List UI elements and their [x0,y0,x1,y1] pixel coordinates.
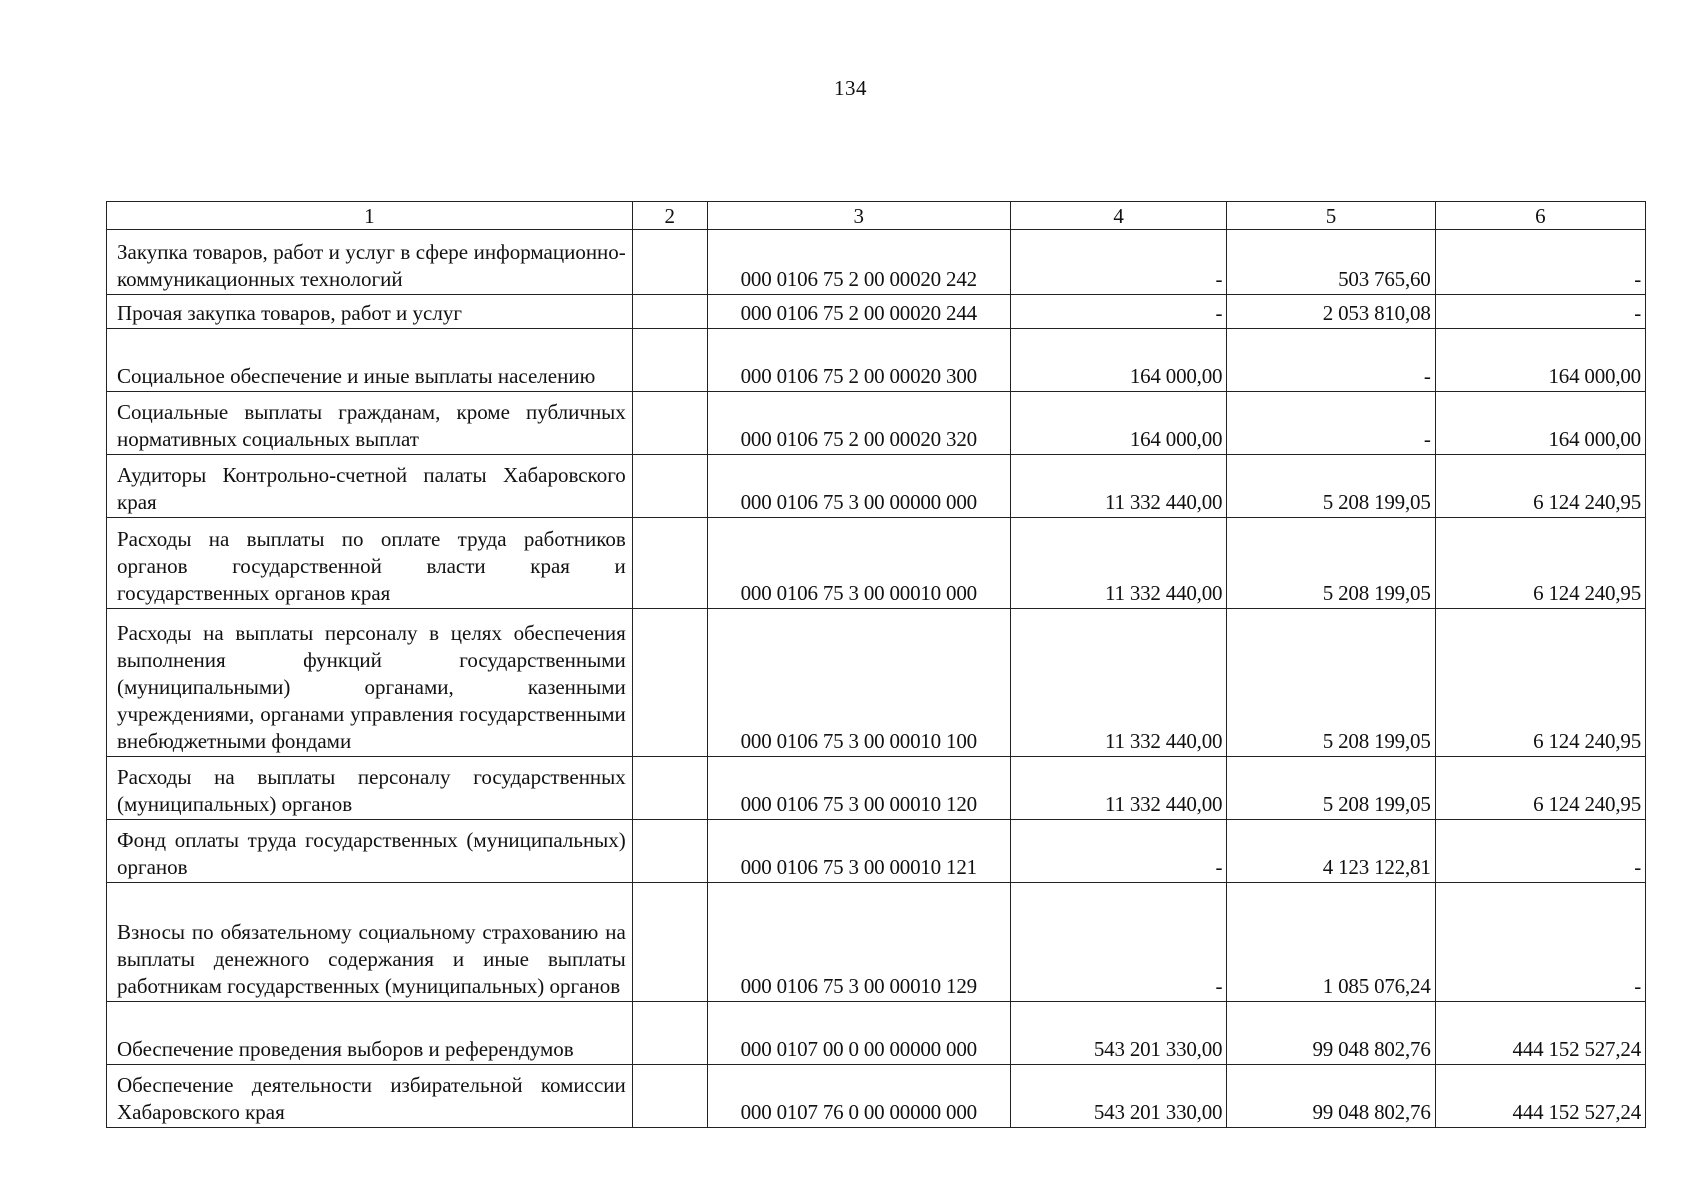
row-description: Обеспечение деятельности избирательной комиссии Хабаровского края [107,1065,633,1128]
row-code: 000 0106 75 2 00 00020 242 [707,230,1010,295]
row-code: 000 0106 75 3 00 00000 000 [707,455,1010,518]
row-description: Социальное обеспечение и иные выплаты населению [107,329,633,392]
budget-table [106,201,1646,1128]
row-description: Обеспечение проведения выборов и референдумов [107,1002,633,1065]
row-col6: 164 000,00 [1435,392,1645,455]
row-col5: 4 123 122,81 [1227,820,1435,883]
column-header-4: 4 [1010,202,1226,230]
row-col6: - [1435,820,1645,883]
row-col4: 543 201 330,00 [1010,1065,1226,1128]
table-row [107,329,1646,392]
row-col2 [632,820,707,883]
row-description: Расходы на выплаты по оплате труда работников органов государственной власти края и государственных органов края [107,518,633,609]
row-col2 [632,230,707,295]
page-number: 134 [834,76,867,100]
row-code: 000 0106 75 3 00 00010 120 [707,757,1010,820]
row-col5: 5 208 199,05 [1227,455,1435,518]
row-col6: - [1435,295,1645,329]
row-col2 [632,1065,707,1128]
table-row [107,392,1646,455]
table-row [107,757,1646,820]
row-code: 000 0107 00 0 00 00000 000 [707,1002,1010,1065]
row-col4: 11 332 440,00 [1010,609,1226,757]
table-row [107,820,1646,883]
row-description: Социальные выплаты гражданам, кроме публичных нормативных социальных выплат [107,392,633,455]
row-code: 000 0106 75 2 00 00020 244 [707,295,1010,329]
row-col4: - [1010,230,1226,295]
row-col4: 543 201 330,00 [1010,1002,1226,1065]
column-header-2: 2 [632,202,707,230]
row-code: 000 0106 75 3 00 00010 100 [707,609,1010,757]
row-code: 000 0106 75 2 00 00020 320 [707,392,1010,455]
table-row [107,295,1646,329]
table-row [107,1002,1646,1065]
row-code: 000 0107 76 0 00 00000 000 [707,1065,1010,1128]
row-code: 000 0106 75 3 00 00010 000 [707,518,1010,609]
row-col2 [632,518,707,609]
row-col4: 164 000,00 [1010,329,1226,392]
row-col2 [632,1002,707,1065]
row-description: Расходы на выплаты персоналу государственных (муниципальных) органов [107,757,633,820]
table-row [107,455,1646,518]
row-col6: 164 000,00 [1435,329,1645,392]
column-header-5: 5 [1227,202,1435,230]
row-col4: - [1010,820,1226,883]
table-row [107,230,1646,295]
row-col4: 11 332 440,00 [1010,518,1226,609]
row-col6: 6 124 240,95 [1435,518,1645,609]
row-col6: 444 152 527,24 [1435,1002,1645,1065]
row-col6: - [1435,883,1645,1002]
row-description: Расходы на выплаты персоналу в целях обеспечения выполнения функций государственными (муниципальными) органами, казенными учреждениями, органами управления государственными внебюджетными фондами [107,609,633,757]
table-row [107,883,1646,1002]
row-description: Прочая закупка товаров, работ и услуг [107,295,633,329]
row-col5: 1 085 076,24 [1227,883,1435,1002]
row-col5: 503 765,60 [1227,230,1435,295]
row-col4: 164 000,00 [1010,392,1226,455]
row-description: Фонд оплаты труда государственных (муниципальных) органов [107,820,633,883]
row-col5: 5 208 199,05 [1227,757,1435,820]
row-col4: - [1010,295,1226,329]
row-col5: - [1227,392,1435,455]
row-col2 [632,455,707,518]
row-col4: - [1010,883,1226,1002]
row-col5: 2 053 810,08 [1227,295,1435,329]
table-row [107,518,1646,609]
table-row [107,1065,1646,1128]
row-col4: 11 332 440,00 [1010,455,1226,518]
column-header-1: 1 [107,202,633,230]
header-row [107,202,1646,230]
table-row [107,609,1646,757]
row-col6: 444 152 527,24 [1435,1065,1645,1128]
row-col2 [632,757,707,820]
row-col2 [632,609,707,757]
row-description: Закупка товаров, работ и услуг в сфере информационно-коммуникационных технологий [107,230,633,295]
row-col4: 11 332 440,00 [1010,757,1226,820]
row-code: 000 0106 75 2 00 00020 300 [707,329,1010,392]
row-col5: 5 208 199,05 [1227,609,1435,757]
row-col5: 99 048 802,76 [1227,1065,1435,1128]
column-header-6: 6 [1435,202,1645,230]
row-col2 [632,883,707,1002]
row-col2 [632,329,707,392]
row-description: Взносы по обязательному социальному страхованию на выплаты денежного содержания и иные выплаты работникам государственных (муниципальных) органов [107,883,633,1002]
row-col6: 6 124 240,95 [1435,455,1645,518]
row-col6: 6 124 240,95 [1435,609,1645,757]
row-col5: 99 048 802,76 [1227,1002,1435,1065]
row-description: Аудиторы Контрольно-счетной палаты Хабаровского края [107,455,633,518]
row-code: 000 0106 75 3 00 00010 129 [707,883,1010,1002]
column-header-3: 3 [707,202,1010,230]
row-col2 [632,392,707,455]
row-code: 000 0106 75 3 00 00010 121 [707,820,1010,883]
row-col5: - [1227,329,1435,392]
row-col2 [632,295,707,329]
row-col6: - [1435,230,1645,295]
row-col5: 5 208 199,05 [1227,518,1435,609]
row-col6: 6 124 240,95 [1435,757,1645,820]
